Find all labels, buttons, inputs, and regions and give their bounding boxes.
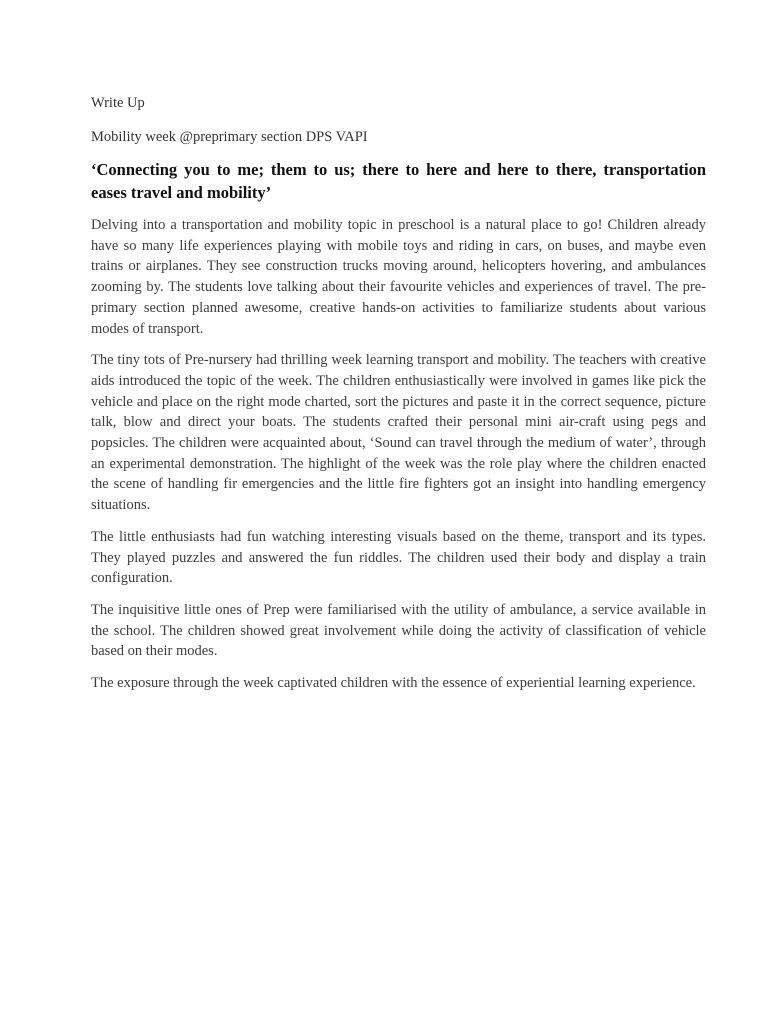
- paragraph-pre-nursery: The tiny tots of Pre-nursery had thrilling week learning transport and mobility. The teachers with creative aids introduced the topic of the week. The children enthusiastically were involved in games like pick the vehicle and place on the right mode charted, sort the pictures and paste it in the correct sequence, picture talk, blow and direct your boats. The students crafted their personal mini air-craft using pegs and popsicles. The children were acquainted about, ‘Sound can travel through the medium of water’, through an experimental demonstration. The highlight of the week was the role play where the children enacted the scene of handling fir emergencies and the little fire fighters got an insight into handling emergency situations.: [91, 352, 706, 514]
- paragraph-enthusiasts: The little enthusiasts had fun watching interesting visuals based on the theme, transport and its types. They played puzzles and answered the fun riddles. The children used their body and display a train configuration.: [91, 528, 706, 587]
- document-heading: Mobility week @preprimary section DPS VAPI: [91, 129, 368, 145]
- document-label: Write Up: [91, 95, 145, 111]
- paragraph-intro: Delving into a transportation and mobility topic in preschool is a natural place to go! Children already have so many life experiences playing with mobile toys and riding in cars, on buses, and maybe even trains or airplanes. They see construction trucks moving around, helicopters hovering, and ambulances zooming by. The students love talking about their favourite vehicles and experiences of travel. The pre-primary section planned awesome, creative hands-on activities to familiarize students about various modes of transport.: [91, 217, 706, 337]
- paragraph-prep: The inquisitive little ones of Prep were familiarised with the utility of ambulance, a service available in the school. The children showed great involvement while doing the activity of classification of vehicle based on their modes.: [91, 601, 706, 660]
- document-quote: ‘Connecting you to me; them to us; there to here and here to there, transportation eases travel and mobility’: [91, 160, 706, 202]
- paragraph-conclusion: The exposure through the week captivated children with the essence of experiential learning experience.: [91, 675, 696, 692]
